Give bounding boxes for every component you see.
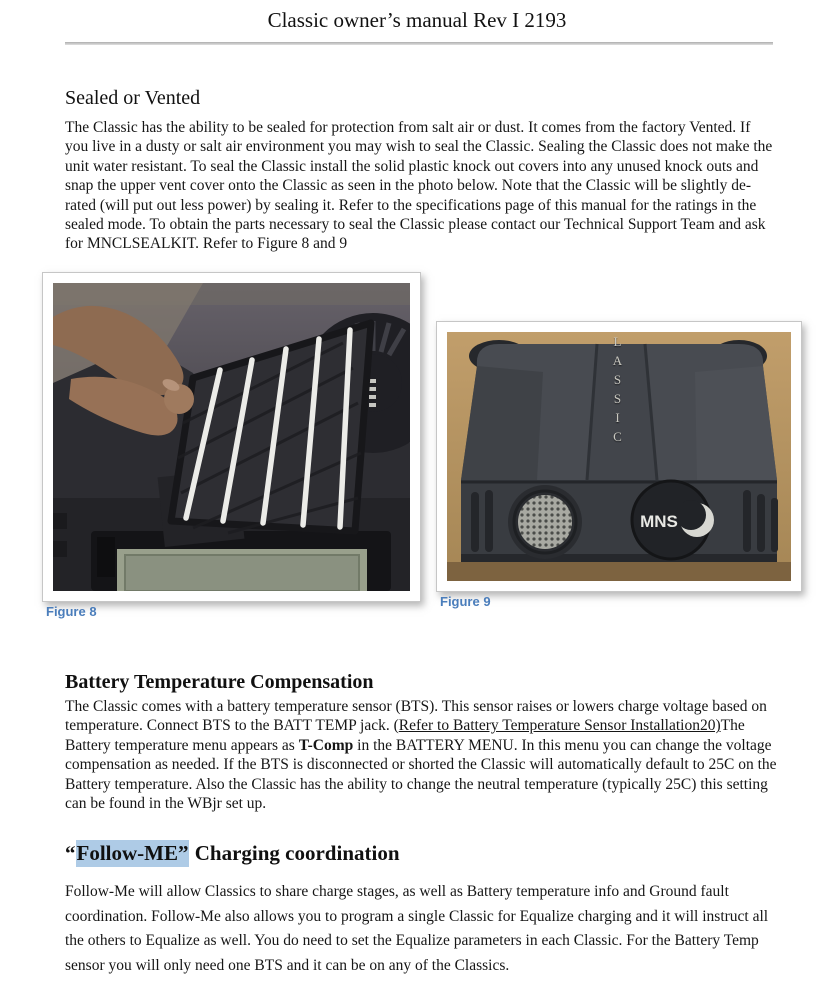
sealed-paragraph-text: The Classic has the ability to be sealed for protection from salt air or dust. It comes from the factory Vented. If you live in a dusty or salt air environment you may wish to seal the Classic. Sealing the Classic does not make the unit water resistant. To seal the Classic install the solid plastic knock out covers into any unused knock outs and snap the upper vent cover onto the Classic as seen in the photo below. Note that the Classic will be slightly de-rated (will put out less power) by sealing it. Refer to the specifications page of this manual for the ratings in the sealed mode. To obtain the parts necessary to seal the Classic please contact our Technical Support Team and ask for MNCLSEALKIT. Refer to Figure 8 and 9 — [65, 119, 773, 253]
battery-temp-paragraph — [65, 697, 779, 813]
mns-logo-text: MNS — [640, 512, 678, 531]
open-quote: “ — [65, 841, 76, 865]
followme-paragraph-text: Follow-Me will allow Classics to share charge stages, as well as Battery temperature info and Ground fault coordination. Follow-Me also allows you to program a single Classic for Equalize charging and it will instruct all the others to Equalize as well. You do need to set the Equalize parameters in each Classic. For the Battery Temp sensor you will only need one BTS and it can be on any of the Classics. — [65, 883, 769, 974]
followme-paragraph — [65, 880, 783, 978]
battery-sensor-reference-link[interactable]: Refer to Battery Temperature Sensor Installation20) — [398, 717, 721, 735]
battery-text-2: The Battery temperature menu appears as — [65, 717, 745, 754]
classic-vertical-label: LASSIC — [610, 334, 625, 448]
page-title: Classic owner’s manual Rev I 2193 — [267, 8, 567, 32]
figure-8-photo — [53, 283, 410, 591]
mesh-vent-circle — [508, 485, 582, 559]
battery-text-1: The Classic comes with a battery temperature sensor (BTS). This sensor raises or lowers charge voltage based on temperature. Connect BTS to the BATT TEMP jack. ( — [65, 698, 767, 735]
figure-8-caption: Figure 8 — [46, 604, 97, 619]
figure-9 — [436, 321, 802, 592]
tcomp-menu-label: T-Comp — [298, 736, 354, 754]
followme-heading-rest: Charging coordination — [189, 841, 400, 865]
figure-8 — [42, 272, 421, 602]
title-divider — [65, 42, 773, 45]
sealed-or-vented-paragraph — [65, 118, 777, 254]
figure-9-caption: Figure 9 — [440, 594, 491, 609]
battery-text-3: in the BATTERY MENU. In this menu you can change the voltage compensation as needed. If the BTS is disconnected or shorted the Classic will automatically default to 25C on the Battery temperature. Also the Classic has the ability to change the neutral temperature (typically 25C) this setting can be found in the WBjr set up. — [65, 736, 777, 813]
classic-unit-front — [461, 480, 778, 562]
followme-highlighted-text: Follow-ME” — [76, 841, 189, 865]
followme-heading — [65, 841, 400, 866]
sealed-or-vented-heading: Sealed or Vented — [65, 87, 201, 109]
battery-temp-heading: Battery Temperature Compensation — [65, 671, 374, 693]
